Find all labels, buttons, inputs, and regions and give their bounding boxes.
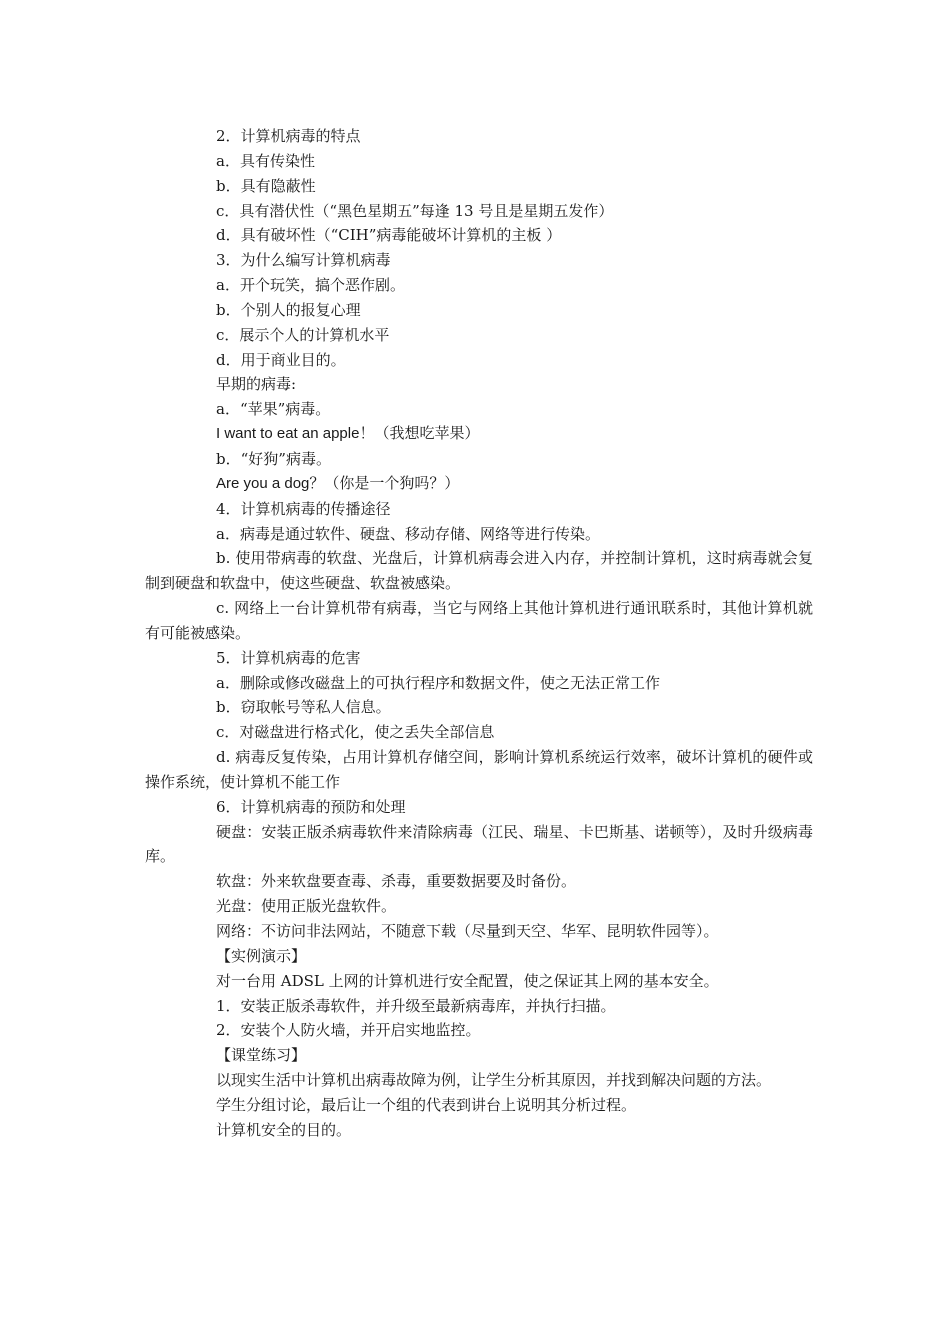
paragraph: 对一台用 ADSL 上网的计算机进行安全配置，使之保证其上网的基本安全。 [216,971,719,990]
list-item: b．个别人的报复心理 [216,300,361,319]
paragraph: 学生分组讨论，最后让一个组的代表到讲台上说明其分析过程。 [216,1095,637,1114]
section-heading-spread: 4．计算机病毒的传播途径 [216,499,391,518]
quote-line: I want to eat an apple！（我想吃苹果） [216,425,480,443]
list-item: a．删除或修改磁盘上的可执行程序和数据文件，使之无法正常工作 [216,673,660,692]
list-item: b．具有隐蔽性 [216,176,316,195]
list-item: b．“好狗”病毒。 [216,449,331,468]
paragraph-early-viruses: 早期的病毒: [216,375,297,394]
section-heading-why-write-virus: 3．为什么编写计算机病毒 [216,251,391,270]
list-item: a．“苹果”病毒。 [216,400,331,419]
list-item: a．具有传染性 [216,151,315,170]
list-item: d．用于商业目的。 [216,350,346,369]
list-item: b．窃取帐号等私人信息。 [216,698,391,717]
list-item: a．病毒是通过软件、硬盘、移动存储、网络等进行传染。 [216,524,600,543]
paragraph: 软盘：外来软盘要查毒、杀毒，重要数据要及时备份。 [216,872,577,891]
list-item: d．具有破坏性（“CIH”病毒能破坏计算机的主板 ） [216,226,562,245]
section-heading-virus-features: 2．计算机病毒的特点 [216,127,361,145]
list-item: c．具有潜伏性（“黑色星期五”每逢 13 号且是星期五发作） [216,201,614,220]
paragraph: 网络：不访问非法网站，不随意下载（尽量到天空、华军、昆明软件园等）。 [216,922,719,940]
quote-line: Are you a dog？（你是一个狗吗？） [216,474,460,492]
list-item: 1．安装正版杀毒软件，并升级至最新病毒库，并执行扫描。 [216,996,616,1015]
list-item: c．对磁盘进行格式化，使之丢失全部信息 [216,723,495,742]
list-item: 2．安装个人防火墙，并开启实地监控。 [216,1021,481,1040]
paragraph: b. 使用带病毒的软盘、光盘后，计算机病毒会进入内存，并控制计算机，这时病毒就会复制到硬盘和软盘中，使这些硬盘、软盘被感染。 [145,549,813,593]
paragraph: 硬盘：安装正版杀病毒软件来清除病毒（江民、瑞星、卡巴斯基、诺顿等），及时升级病毒库。 [145,822,813,866]
paragraph: 计算机安全的目的。 [216,1120,352,1139]
paragraph: d. 病毒反复传染，占用计算机存储空间，影响计算机系统运行效率，破坏计算机的硬件或操作系统，使计算机不能工作 [145,748,813,791]
section-heading-demo: 【实例演示】 [216,946,307,965]
section-heading-exercise: 【课堂练习】 [216,1046,307,1065]
paragraph: 光盘：使用正版光盘软件。 [216,897,397,916]
paragraph: c. 网络上一台计算机带有病毒，当它与网络上其他计算机进行通讯联系时，其他计算机就有可能被感染。 [145,599,813,642]
list-item: a．开个玩笑，搞个恶作剧。 [216,276,405,295]
paragraph: 以现实生活中计算机出病毒故障为例，让学生分析其原因，并找到解决问题的方法。 [216,1071,772,1090]
section-heading-harm: 5．计算机病毒的危害 [216,648,361,667]
list-item: c．展示个人的计算机水平 [216,325,390,344]
document-body [145,124,813,1143]
section-heading-prevention: 6．计算机病毒的预防和处理 [216,797,406,816]
